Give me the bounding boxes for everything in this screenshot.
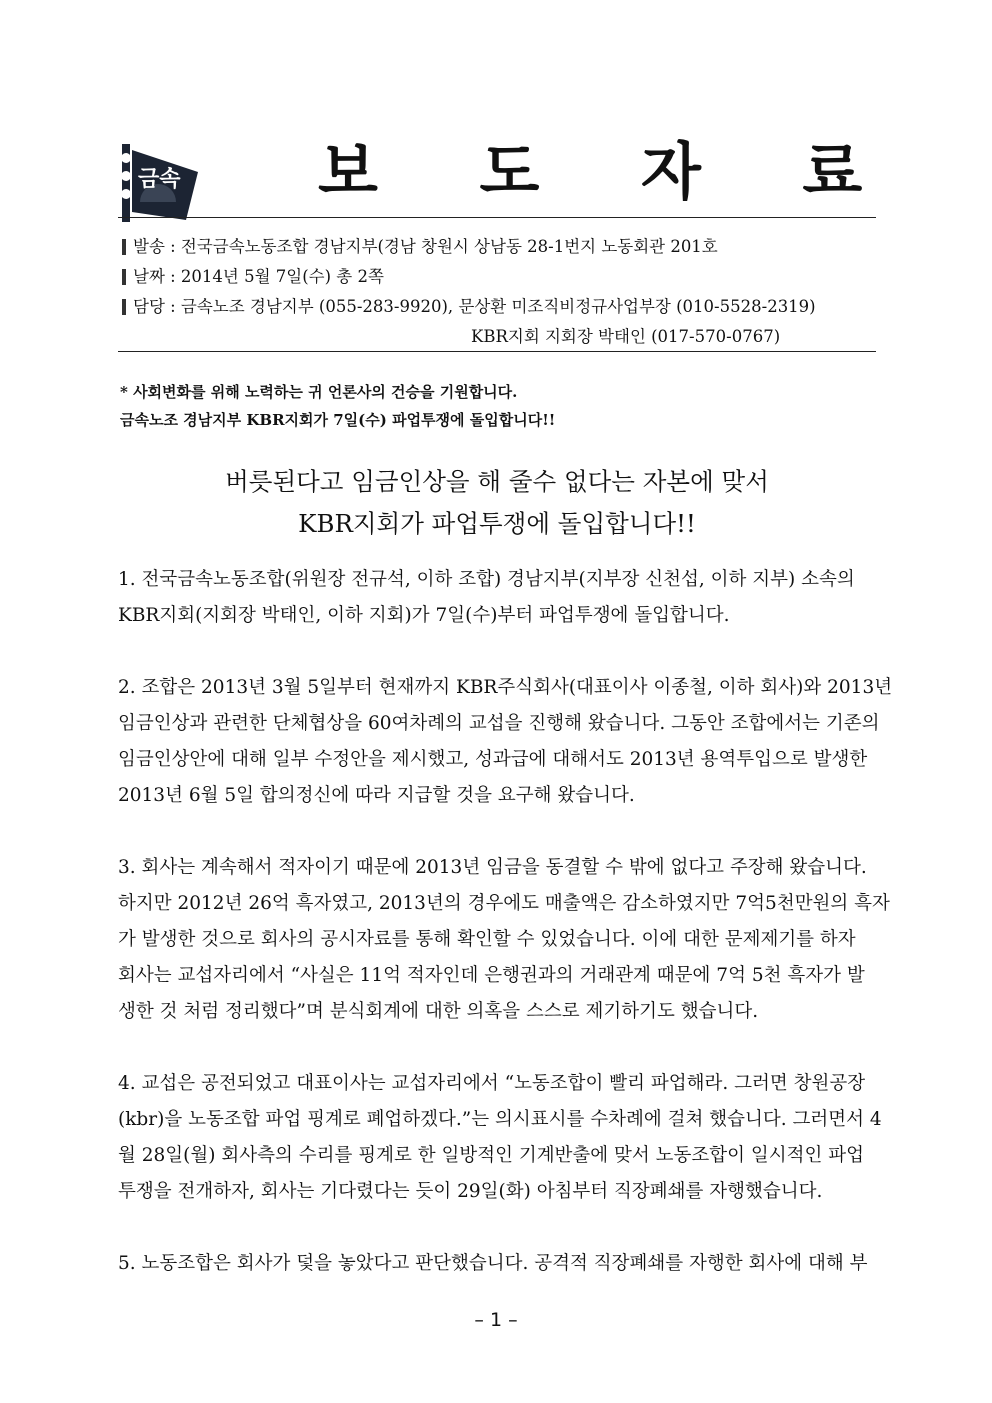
paragraph-line: 투쟁을 전개하자, 회사는 기다렸다는 듯이 29일(화) 아침부터 직장폐쇄를 자행했습니다. [118, 1181, 823, 1202]
bullet-bar-icon [122, 299, 126, 315]
page-title: 보 도 자 료 [318, 135, 903, 208]
paragraph-line: KBR지회(지회장 박태인, 이하 지회)가 7일(수)부터 파업투쟁에 돌입합니다. [118, 605, 730, 626]
paragraph-5 [118, 1246, 896, 1282]
paragraph-3 [118, 850, 896, 1030]
paragraph-line: 생한 것 처럼 정리했다”며 분식회계에 대한 의혹을 스스로 제기하기도 했습니다. [118, 1001, 759, 1022]
headline-line-1: 버릇된다고 임금인상을 해 줄수 없다는 자본에 맞서 [225, 467, 769, 496]
meta-contact-secondary: KBR지회 지회장 박태인 (017-570-0767) [471, 327, 781, 346]
paragraph-line: 2013년 6월 5일 합의정신에 따라 지급할 것을 요구해 왔습니다. [118, 785, 635, 806]
header-bottom-rule [118, 351, 876, 352]
paragraph-line: 월 28일(월) 회사측의 수리를 핑계로 한 일방적인 기계반출에 맞서 노동조합이 일시적인 파업 [118, 1145, 865, 1166]
press-release-meta [120, 232, 880, 352]
union-logo [118, 142, 204, 224]
notes [120, 378, 880, 434]
paragraph-line: 4. 교섭은 공전되었고 대표이사는 교섭자리에서 “노동조합이 빨리 파업해라. 그러면 창원공장 [118, 1073, 866, 1094]
paragraph-2 [118, 670, 896, 814]
meta-date-text: 날짜 : 2014년 5월 7일(수) 총 2쪽 [133, 267, 384, 286]
page-number: – 1 – [474, 1309, 518, 1331]
meta-contact [120, 292, 880, 322]
paragraph-1 [118, 562, 896, 634]
note-summary: 금속노조 경남지부 KBR지회가 7일(수) 파업투쟁에 돌입합니다!! [120, 411, 556, 429]
bullet-bar-icon [122, 239, 126, 255]
paragraph-line: 1. 전국금속노동조합(위원장 전규석, 이하 조합) 경남지부(지부장 신천섭, 이하 지부) 소속의 [118, 569, 855, 590]
meta-sender-text: 발송 : 전국금속노동조합 경남지부(경남 창원시 상남동 28-1번지 노동회관 201호 [133, 237, 718, 256]
paragraph-4 [118, 1066, 896, 1210]
meta-date [120, 262, 880, 292]
body-text [118, 562, 896, 1282]
headline [118, 461, 876, 545]
paragraph-line: 2. 조합은 2013년 3월 5일부터 현재까지 KBR주식회사(대표이사 이종철, 이하 회사)와 2013년 [118, 677, 893, 698]
logo-text: 금속 [138, 167, 181, 192]
bullet-bar-icon [122, 269, 126, 285]
paragraph-line: (kbr)을 노동조합 파업 핑계로 폐업하겠다.”는 의시표시를 수차례에 걸쳐 했습니다. 그러면서 4 [118, 1109, 882, 1130]
paragraph-line: 하지만 2012년 26억 흑자였고, 2013년의 경우에도 매출액은 감소하였지만 7억5천만원의 흑자 [118, 893, 890, 914]
paragraph-line: 가 발생한 것으로 회사의 공시자료를 통해 확인할 수 있었습니다. 이에 대한 문제제기를 하자 [118, 929, 856, 950]
headline-line-2: KBR지회가 파업투쟁에 돌입합니다!! [298, 509, 696, 538]
paragraph-line: 회사는 교섭자리에서 “사실은 11억 적자인데 은행권과의 거래관계 때문에 7억 5천 흑자가 발 [118, 965, 865, 986]
meta-contact-text: 담당 : 금속노조 경남지부 (055-283-9920), 문상환 미조직비정규사업부장 (010-5528-2319) [133, 297, 816, 316]
note-greeting: * 사회변화를 위해 노력하는 귀 언론사의 건승을 기원합니다. [120, 383, 518, 401]
header-top-rule [118, 217, 876, 218]
meta-sender [120, 232, 880, 262]
paragraph-line: 3. 회사는 계속해서 적자이기 때문에 2013년 임금을 동결할 수 밖에 없다고 주장해 왔습니다. [118, 857, 867, 878]
union-flag-icon [118, 142, 204, 224]
paragraph-line: 임금인상과 관련한 단체협상을 60여차례의 교섭을 진행해 왔습니다. 그동안 조합에서는 기존의 [118, 713, 880, 734]
paragraph-line: 5. 노동조합은 회사가 덫을 놓았다고 판단했습니다. 공격적 직장폐쇄를 자행한 회사에 대해 부 [118, 1253, 868, 1274]
paragraph-line: 임금인상안에 대해 일부 수정안을 제시했고, 성과급에 대해서도 2013년 용역투입으로 발생한 [118, 749, 868, 770]
